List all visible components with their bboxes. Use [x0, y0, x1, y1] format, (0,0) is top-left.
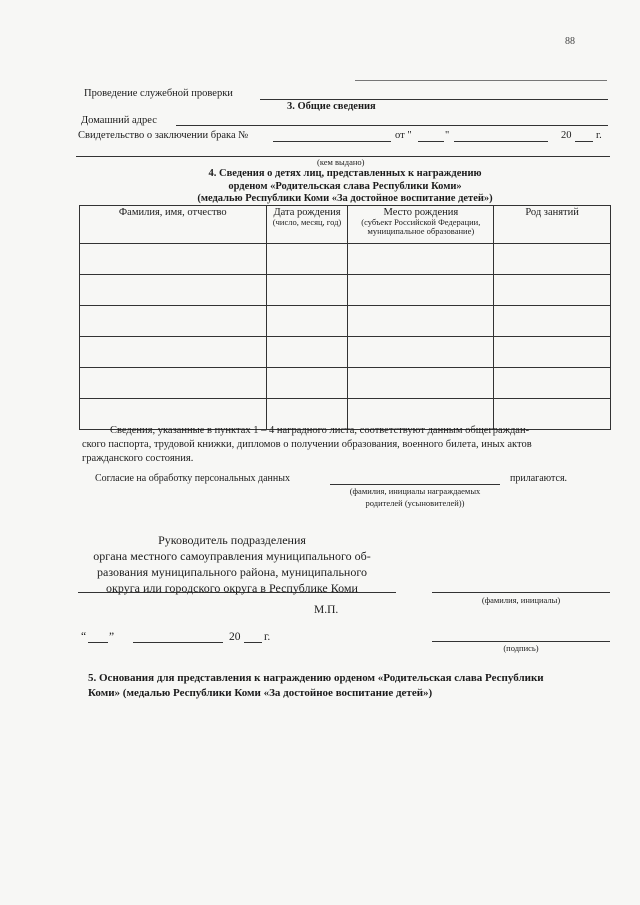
col-header-birth-date-sub: (число, месяц, год) [272, 217, 342, 228]
year-prefix: 20 [561, 130, 572, 141]
marriage-month-field[interactable] [454, 141, 548, 142]
date-year-prefix: 20 [229, 631, 241, 643]
table-cell[interactable] [266, 306, 348, 337]
table-cell[interactable] [266, 275, 348, 306]
issued-by-caption: (кем выдано) [317, 157, 365, 167]
table-row [80, 275, 611, 306]
service-check-label: Проведение служебной проверки [84, 88, 233, 99]
compliance-line: Сведения, указанные в пунктах 1 – 4 наградного листа, соответствуют данным общеграждан- [110, 425, 530, 436]
marriage-year-field[interactable] [575, 141, 593, 142]
table-cell[interactable] [266, 337, 348, 368]
date-year-field[interactable] [244, 642, 262, 643]
consent-label: Согласие на обработку персональных данных [95, 473, 290, 484]
parents-caption-2: родителей (усыновителей)) [365, 498, 465, 508]
head-line: органа местного самоуправления муниципального об- [93, 549, 371, 563]
home-address-label: Домашний адрес [81, 115, 157, 126]
col-header-name [80, 206, 267, 244]
col-header-occupation-label: Род занятий [525, 207, 579, 218]
compliance-line: гражданского состояния. [82, 453, 194, 464]
table-cell[interactable] [80, 368, 267, 399]
home-address-field[interactable] [176, 125, 608, 126]
name-caption: (фамилия, инициалы) [481, 595, 561, 605]
marriage-number-field[interactable] [273, 141, 391, 142]
section4-title-line: орденом «Родительская слава Республики Коми» [228, 180, 462, 192]
consent-parents-field[interactable] [330, 484, 500, 485]
consent-suffix: прилагаются. [510, 473, 568, 484]
head-line: округа или городского округа в Республике Коми [106, 581, 358, 595]
compliance-line: ского паспорта, трудовой книжки, дипломов о получении образования, военного билета, иных актов [82, 439, 532, 450]
head-line: Руководитель подразделения [158, 533, 306, 547]
section5-line: Коми» (медалью Республики Коми «За достойное воспитание детей») [88, 687, 433, 699]
table-cell[interactable] [494, 337, 611, 368]
table-cell[interactable] [80, 306, 267, 337]
name-field[interactable] [432, 592, 610, 593]
section3-title: 3. Общие сведения [287, 101, 376, 112]
top-line [355, 80, 607, 81]
col-header-birth-place [348, 206, 494, 244]
table-cell[interactable] [348, 244, 494, 275]
table-row [80, 244, 611, 275]
table-cell[interactable] [80, 275, 267, 306]
section5-title [88, 671, 544, 701]
date-year-suffix: г. [264, 631, 271, 643]
quote-close: " [445, 130, 450, 141]
table-cell[interactable] [266, 368, 348, 399]
table-cell[interactable] [348, 368, 494, 399]
service-check-field[interactable] [260, 99, 608, 100]
date-close-quote: ” [109, 631, 115, 643]
mp-label: М.П. [314, 604, 339, 616]
table-cell[interactable] [348, 275, 494, 306]
section4-title-line: (медалью Республики Коми «За достойное воспитание детей») [197, 193, 493, 204]
head-block [72, 532, 392, 596]
table-cell[interactable] [494, 368, 611, 399]
date-month-field[interactable] [133, 642, 223, 643]
col-header-birth-date-label: Дата рождения [273, 207, 341, 218]
signature-field[interactable] [432, 641, 610, 642]
marriage-label: Свидетельство о заключении брака № [78, 130, 249, 141]
page-number: 88 [565, 36, 575, 47]
table-cell[interactable] [494, 306, 611, 337]
head-underline [78, 592, 396, 593]
col-header-occupation [494, 206, 611, 244]
compliance-paragraph [82, 424, 610, 466]
section4-title [120, 168, 570, 206]
date-open-quote: “ [81, 631, 87, 643]
table-cell[interactable] [494, 275, 611, 306]
table-row [80, 306, 611, 337]
table-cell[interactable] [494, 244, 611, 275]
section4-title-line: 4. Сведения о детях лиц, представленных к награждению [208, 168, 482, 179]
col-header-birth-place-label: Место рождения [383, 207, 459, 218]
table-cell[interactable] [80, 244, 267, 275]
table-row [80, 337, 611, 368]
col-header-name-label: Фамилия, имя, отчество [118, 207, 227, 218]
table-header-row [80, 206, 611, 244]
parents-caption-1: (фамилия, инициалы награждаемых [349, 486, 481, 496]
date-day-field[interactable] [88, 642, 108, 643]
table-cell[interactable] [80, 337, 267, 368]
col-header-birth-date [266, 206, 348, 244]
ot-label: от " [395, 130, 412, 141]
table-cell[interactable] [348, 337, 494, 368]
sign-caption: (подпись) [503, 643, 539, 653]
section5-line: 5. Основания для представления к награждению орденом «Родительская слава Республики [88, 672, 544, 684]
table-row [80, 368, 611, 399]
year-suffix: г. [596, 130, 602, 141]
col-header-birth-place-sub: (субъект Российской Федерации, муниципальное образование) [361, 217, 481, 236]
children-table [79, 205, 611, 430]
table-cell[interactable] [348, 306, 494, 337]
marriage-day-field[interactable] [418, 141, 444, 142]
head-line: разования муниципального района, муниципального [97, 565, 367, 579]
table-cell[interactable] [266, 244, 348, 275]
